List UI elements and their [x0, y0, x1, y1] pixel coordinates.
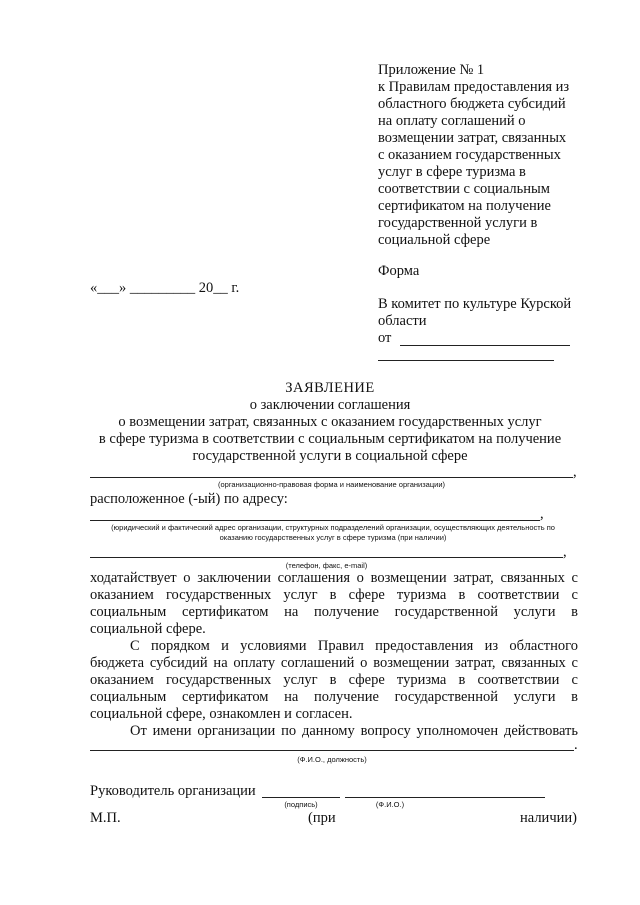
- addressee-line: В комитет по культуре Курской: [378, 296, 572, 312]
- paragraph-line: бюджета субсидий на оплату соглашений о возмещении затрат, связанных с: [90, 655, 578, 671]
- paragraph-line: социальным сертификатом на получение государственной услуги в: [90, 689, 578, 705]
- stamp-note-right: наличии): [520, 810, 577, 826]
- signature-caption: (подпись): [284, 800, 318, 809]
- address-caption-2: оказанию государственных услуг в сфере туризма (при наличии): [219, 533, 447, 542]
- paragraph-line: социальной сфере.: [90, 621, 206, 637]
- paragraph-3: [90, 723, 578, 740]
- fio-caption: (Ф.И.О.): [375, 800, 405, 809]
- paragraph-1: [90, 570, 578, 638]
- address-caption-1: (юридический и фактический адрес организации, структурных подразделений организации, осуществляющих деятельность по: [111, 523, 555, 532]
- fio-position-caption: (Ф.И.О., должность): [297, 755, 367, 764]
- date-line: «___» _________ 20__ г.: [90, 280, 240, 296]
- paragraph-line: С порядком и условиями Правил предоставления из областного: [130, 638, 578, 654]
- organization-name-field[interactable]: [90, 477, 573, 478]
- comma: ,: [563, 544, 567, 560]
- title-line: в сфере туризма в соответствии с социальным сертификатом на получение: [98, 431, 562, 447]
- paragraph-line: ходатайствует о заключении соглашения о возмещении затрат, связанных с: [90, 570, 578, 586]
- comma: ,: [540, 506, 544, 522]
- from-blank-line-2[interactable]: [378, 360, 554, 361]
- appendix-line: областного бюджета субсидий: [378, 96, 566, 112]
- appendix-line: социальной сфере: [378, 232, 491, 248]
- address-field[interactable]: [90, 520, 540, 521]
- comma: ,: [573, 464, 577, 480]
- appendix-line: Приложение № 1: [378, 62, 485, 78]
- addressee-from: от: [378, 330, 392, 346]
- from-blank-line[interactable]: [400, 345, 570, 346]
- paragraph-2: [90, 638, 578, 723]
- located-label: расположенное (-ый) по адресу:: [90, 491, 288, 507]
- authorized-person-field[interactable]: [90, 750, 574, 751]
- stamp-note-left: (при: [308, 810, 336, 826]
- title-line: о возмещении затрат, связанных с оказанием государственных услуг: [118, 414, 542, 430]
- title-line: о заключении соглашения: [249, 397, 411, 413]
- appendix-line: государственной услуги в: [378, 215, 538, 231]
- paragraph-line: оказанием государственных услуг в сфере туризма в соответствии с: [90, 672, 578, 688]
- appendix-block: [378, 62, 618, 249]
- title-heading: ЗАЯВЛЕНИЕ: [285, 380, 375, 396]
- paragraph-line: От имени организации по данному вопросу уполномочен действовать: [130, 723, 578, 739]
- appendix-line: услуг в сфере туризма в: [378, 164, 526, 180]
- appendix-line: сертификатом на получение: [378, 198, 551, 214]
- paragraph-line: социальной сфере, ознакомлен и согласен.: [90, 706, 353, 722]
- paragraph-line: оказанием государственных услуг в сфере туризма в соответствии с: [90, 587, 578, 603]
- title-line: государственной услуги в социальной сфере: [192, 448, 468, 464]
- head-fio-field[interactable]: [345, 797, 545, 798]
- appendix-line: возмещении затрат, связанных: [378, 130, 567, 146]
- organization-caption: (организационно-правовая форма и наименование организации): [217, 480, 446, 489]
- addressee-block: [378, 296, 618, 347]
- appendix-line: на оплату соглашений о: [378, 113, 526, 129]
- contacts-field[interactable]: [90, 557, 563, 558]
- addressee-line: области: [378, 313, 427, 329]
- contacts-caption: (телефон, факс, e-mail): [285, 561, 368, 570]
- form-label: Форма: [378, 263, 420, 279]
- stamp-label: М.П.: [90, 810, 121, 826]
- signature-field[interactable]: [262, 797, 340, 798]
- appendix-line: с оказанием государственных: [378, 147, 561, 163]
- appendix-line: соответствии с социальным: [378, 181, 550, 197]
- head-label: Руководитель организации: [90, 783, 256, 799]
- paragraph-line: социальным сертификатом на получение государственной услуги в: [90, 604, 578, 620]
- appendix-line: к Правилам предоставления из: [378, 79, 570, 95]
- document-title: [80, 380, 580, 465]
- period: .: [574, 737, 578, 753]
